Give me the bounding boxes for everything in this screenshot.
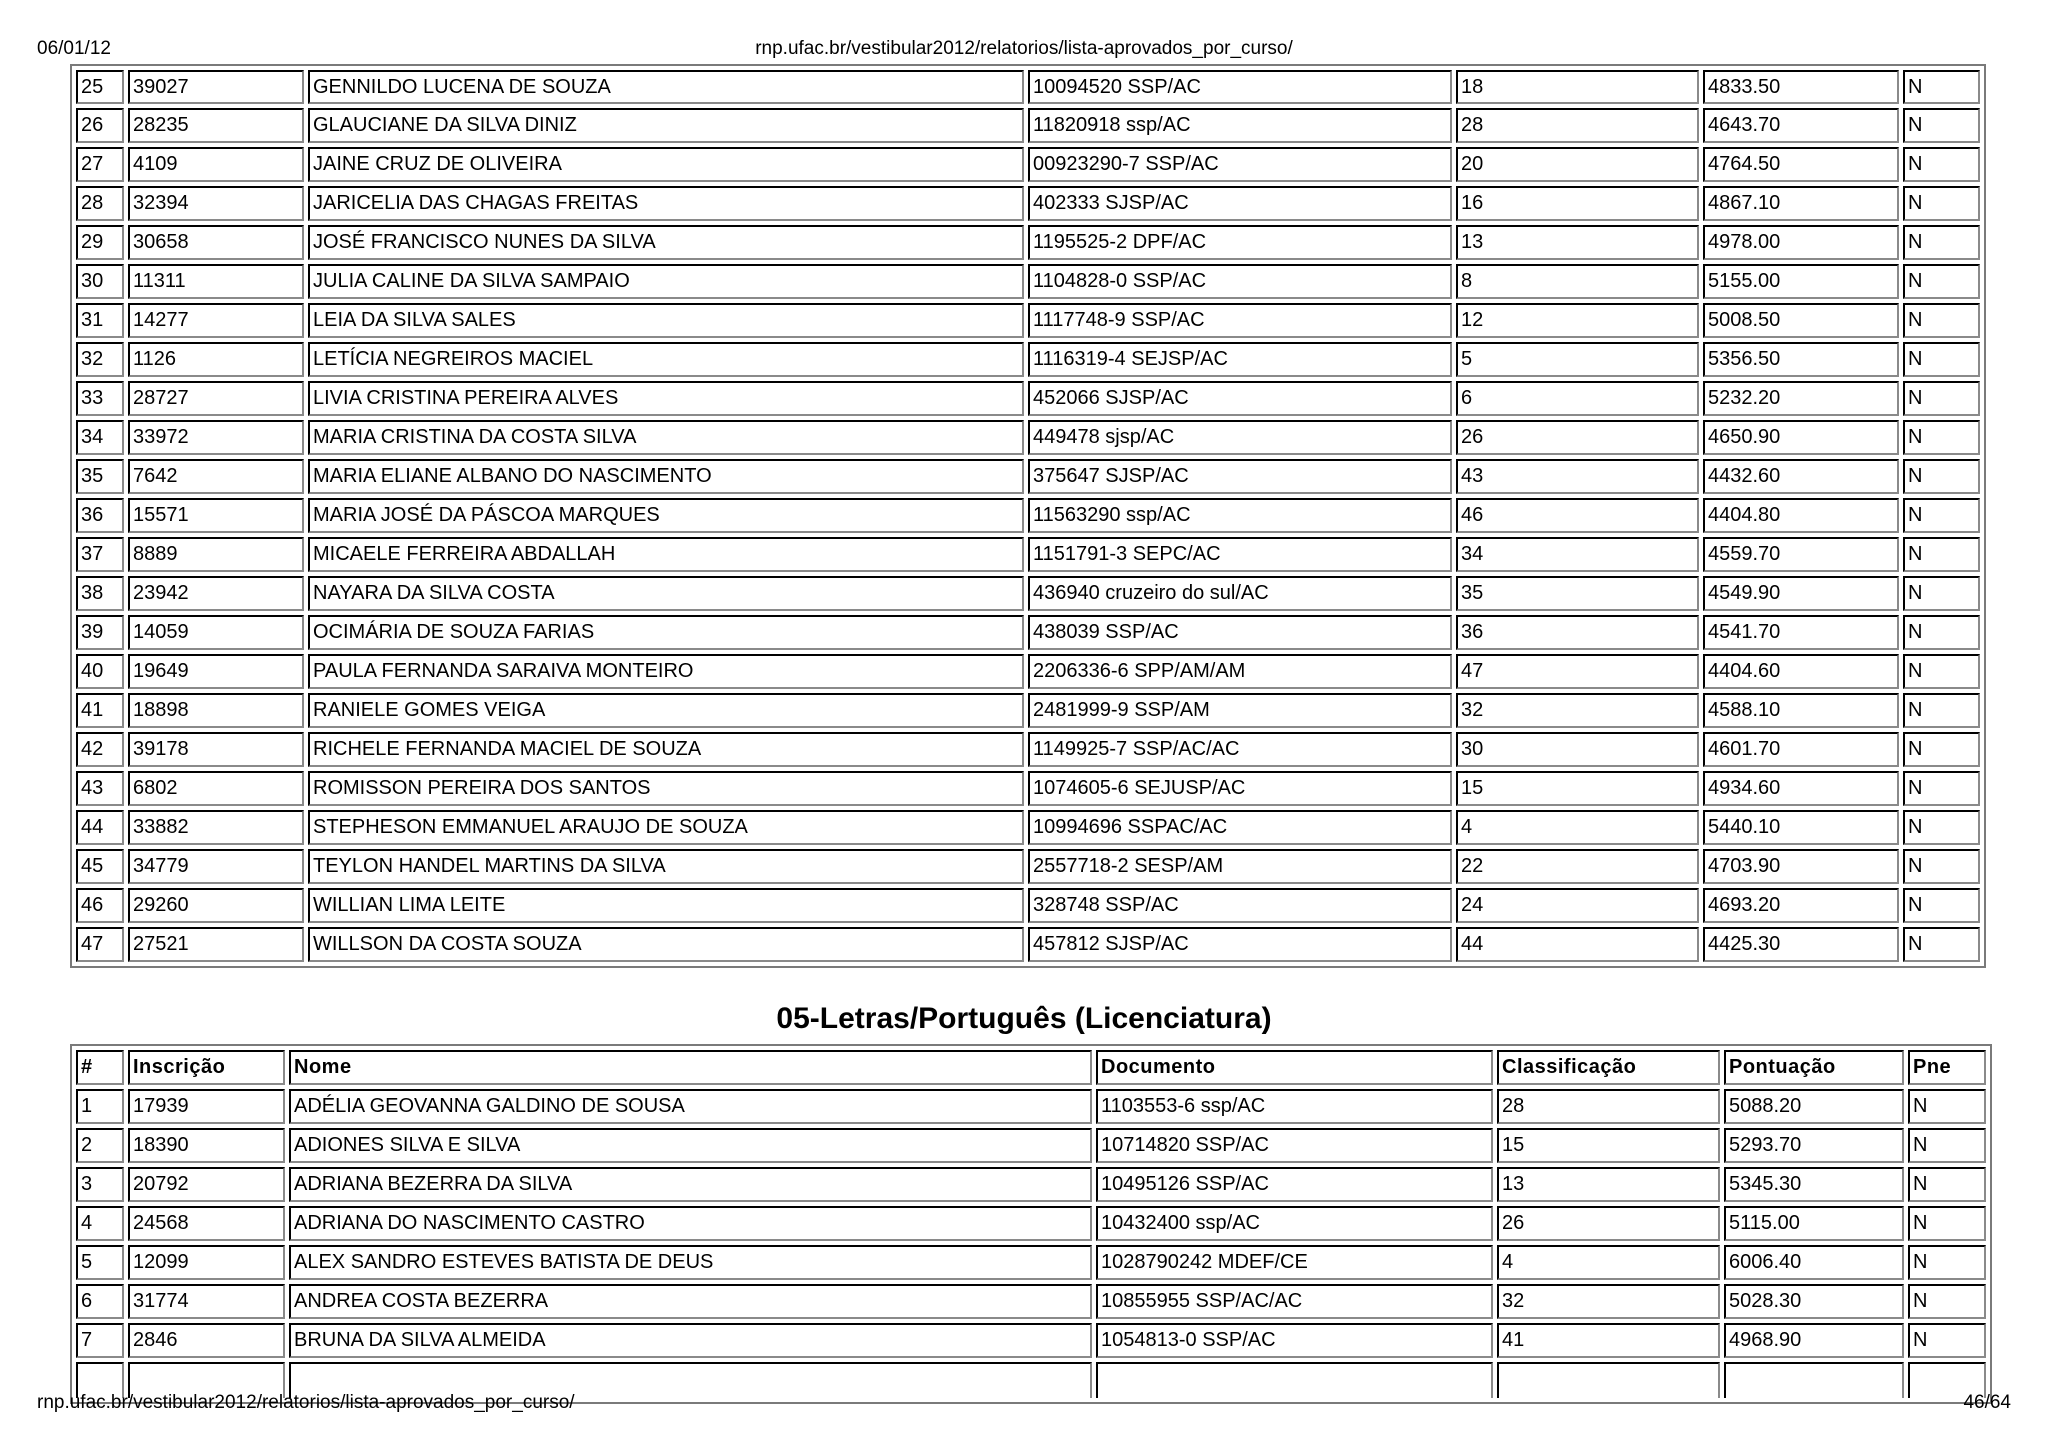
section-title: 05-Letras/Português (Licenciatura)	[776, 1002, 1272, 1035]
cell-nome: LETÍCIA NEGREIROS MACIEL	[308, 342, 1024, 377]
cell-pne: N	[1903, 459, 1980, 494]
cell-documento: 10495126 SSP/AC	[1096, 1167, 1493, 1202]
cell-nome: ROMISSON PEREIRA DOS SANTOS	[308, 771, 1024, 806]
cell-number: 25	[76, 70, 124, 104]
cell-nome: STEPHESON EMMANUEL ARAUJO DE SOUZA	[308, 810, 1024, 845]
cell-pontuacao: 5028.30	[1724, 1284, 1904, 1319]
table-row	[76, 225, 1980, 260]
table-row	[76, 1323, 1986, 1358]
cell-documento: 2557718-2 SESP/AM	[1028, 849, 1452, 884]
cell-documento: 10714820 SSP/AC	[1096, 1128, 1493, 1163]
cell-pontuacao: 5232.20	[1703, 381, 1899, 416]
cell-documento: 11820918 ssp/AC	[1028, 108, 1452, 143]
header-date: 06/01/12	[37, 38, 111, 59]
cell-number: 47	[76, 927, 124, 962]
cell-nome: JARICELIA DAS CHAGAS FREITAS	[308, 186, 1024, 221]
cell-pontuacao: 5008.50	[1703, 303, 1899, 338]
cell-nome: ADRIANA BEZERRA DA SILVA	[289, 1167, 1092, 1202]
cell-inscricao: 39178	[128, 732, 304, 767]
cell-documento: 1149925-7 SSP/AC/AC	[1028, 732, 1452, 767]
table-row	[76, 459, 1980, 494]
cell-inscricao: 15571	[128, 498, 304, 533]
cell-number: 42	[76, 732, 124, 767]
cell-classificacao: 13	[1456, 225, 1699, 260]
cell-pontuacao: 4404.60	[1703, 654, 1899, 689]
cell-inscricao: 17939	[128, 1089, 285, 1124]
cell-pontuacao: 4601.70	[1703, 732, 1899, 767]
cell-number: 45	[76, 849, 124, 884]
cell-classificacao: 30	[1456, 732, 1699, 767]
table-row	[76, 927, 1980, 962]
cell-number: 31	[76, 303, 124, 338]
table-row	[76, 420, 1980, 455]
cell-documento: 10855955 SSP/AC/AC	[1096, 1284, 1493, 1319]
table-row	[76, 1128, 1986, 1163]
cell-documento: 1028790242 MDEF/CE	[1096, 1245, 1493, 1280]
cell-pne: N	[1903, 849, 1980, 884]
table-row	[76, 1245, 1986, 1280]
cell-pne: N	[1903, 70, 1980, 104]
cell-classificacao: 28	[1456, 108, 1699, 143]
cell-documento: 375647 SJSP/AC	[1028, 459, 1452, 494]
cell-number: 27	[76, 147, 124, 182]
cell-documento: 452066 SJSP/AC	[1028, 381, 1452, 416]
cell-number: 28	[76, 186, 124, 221]
cell-classificacao: 5	[1456, 342, 1699, 377]
cell-pne: N	[1903, 381, 1980, 416]
cell-classificacao: 18	[1456, 70, 1699, 104]
cell-classificacao: 13	[1497, 1167, 1720, 1202]
cell-pontuacao: 5115.00	[1724, 1206, 1904, 1241]
cell-pne: N	[1903, 576, 1980, 611]
column-header-documento: Documento	[1096, 1050, 1493, 1085]
cell-pontuacao: 4643.70	[1703, 108, 1899, 143]
cell-inscricao: 6802	[128, 771, 304, 806]
cell-pontuacao: 4833.50	[1703, 70, 1899, 104]
cell-pne: N	[1903, 420, 1980, 455]
cell-documento: 1116319-4 SEJSP/AC	[1028, 342, 1452, 377]
cell-classificacao: 43	[1456, 459, 1699, 494]
cell-documento: 1151791-3 SEPC/AC	[1028, 537, 1452, 572]
cell-pontuacao: 5440.10	[1703, 810, 1899, 845]
cell-number: 40	[76, 654, 124, 689]
cell-nome: LIVIA CRISTINA PEREIRA ALVES	[308, 381, 1024, 416]
cell-pne: N	[1903, 108, 1980, 143]
cell-inscricao: 39027	[128, 70, 304, 104]
cell-classificacao: 46	[1456, 498, 1699, 533]
cell-classificacao: 4	[1456, 810, 1699, 845]
cell-classificacao: 16	[1456, 186, 1699, 221]
cell-number: 39	[76, 615, 124, 650]
cell-nome: OCIMÁRIA DE SOUZA FARIAS	[308, 615, 1024, 650]
table-row	[76, 1206, 1986, 1241]
column-header-inscricao: Inscrição	[128, 1050, 285, 1085]
table-row	[76, 186, 1980, 221]
cell-number: 2	[76, 1128, 124, 1163]
table-row	[76, 1089, 1986, 1124]
cell-pne: N	[1903, 498, 1980, 533]
empty-cell	[1724, 1362, 1904, 1398]
table-row	[76, 147, 1980, 182]
cell-nome: ADRIANA DO NASCIMENTO CASTRO	[289, 1206, 1092, 1241]
cell-pne: N	[1903, 147, 1980, 182]
cell-nome: ANDREA COSTA BEZERRA	[289, 1284, 1092, 1319]
cell-number: 36	[76, 498, 124, 533]
cell-nome: WILLSON DA COSTA SOUZA	[308, 927, 1024, 962]
cell-nome: MARIA JOSÉ DA PÁSCOA MARQUES	[308, 498, 1024, 533]
cell-pontuacao: 4764.50	[1703, 147, 1899, 182]
cell-number: 6	[76, 1284, 124, 1319]
cell-pne: N	[1903, 810, 1980, 845]
cell-nome: TEYLON HANDEL MARTINS DA SILVA	[308, 849, 1024, 884]
cell-inscricao: 30658	[128, 225, 304, 260]
cell-number: 32	[76, 342, 124, 377]
cell-documento: 1103553-6 ssp/AC	[1096, 1089, 1493, 1124]
cell-number: 38	[76, 576, 124, 611]
cell-documento: 2481999-9 SSP/AM	[1028, 693, 1452, 728]
cell-inscricao: 28235	[128, 108, 304, 143]
table-row	[76, 576, 1980, 611]
cell-inscricao: 24568	[128, 1206, 285, 1241]
cell-number: 33	[76, 381, 124, 416]
cell-number: 35	[76, 459, 124, 494]
cell-documento: 00923290-7 SSP/AC	[1028, 147, 1452, 182]
column-header-number: #	[76, 1050, 124, 1085]
empty-cell	[1096, 1362, 1493, 1398]
cell-documento: 436940 cruzeiro do sul/AC	[1028, 576, 1452, 611]
cell-inscricao: 32394	[128, 186, 304, 221]
cell-documento: 402333 SJSP/AC	[1028, 186, 1452, 221]
table-row	[76, 888, 1980, 923]
table-row	[76, 1167, 1986, 1202]
cell-number: 7	[76, 1323, 124, 1358]
cell-documento: 2206336-6 SPP/AM/AM	[1028, 654, 1452, 689]
cell-pne: N	[1908, 1167, 1986, 1202]
cell-pne: N	[1908, 1323, 1986, 1358]
cell-number: 29	[76, 225, 124, 260]
cell-classificacao: 15	[1456, 771, 1699, 806]
cell-classificacao: 15	[1497, 1128, 1720, 1163]
header-url: rnp.ufac.br/vestibular2012/relatorios/lista-aprovados_por_curso/	[755, 38, 1293, 59]
cell-inscricao: 29260	[128, 888, 304, 923]
cell-documento: 10094520 SSP/AC	[1028, 70, 1452, 104]
cell-pontuacao: 4703.90	[1703, 849, 1899, 884]
cell-documento: 328748 SSP/AC	[1028, 888, 1452, 923]
cell-inscricao: 11311	[128, 264, 304, 299]
table-row	[76, 1284, 1986, 1319]
page-number: 46/64	[1963, 1392, 2011, 1413]
cell-classificacao: 32	[1497, 1284, 1720, 1319]
cell-documento: 449478 sjsp/AC	[1028, 420, 1452, 455]
cell-pne: N	[1903, 693, 1980, 728]
empty-cell	[1497, 1362, 1720, 1398]
cell-pontuacao: 6006.40	[1724, 1245, 1904, 1280]
table-row	[76, 537, 1980, 572]
cell-documento: 10432400 ssp/AC	[1096, 1206, 1493, 1241]
cell-number: 43	[76, 771, 124, 806]
cell-classificacao: 34	[1456, 537, 1699, 572]
table-row	[76, 303, 1980, 338]
table-row	[76, 615, 1980, 650]
cell-classificacao: 36	[1456, 615, 1699, 650]
table-row	[76, 342, 1980, 377]
cell-pontuacao: 4968.90	[1724, 1323, 1904, 1358]
column-header-nome: Nome	[289, 1050, 1092, 1085]
cell-number: 41	[76, 693, 124, 728]
cell-classificacao: 44	[1456, 927, 1699, 962]
cell-pontuacao: 4425.30	[1703, 927, 1899, 962]
cell-classificacao: 6	[1456, 381, 1699, 416]
cell-classificacao: 47	[1456, 654, 1699, 689]
cell-inscricao: 20792	[128, 1167, 285, 1202]
cell-classificacao: 26	[1456, 420, 1699, 455]
cell-classificacao: 28	[1497, 1089, 1720, 1124]
cell-pne: N	[1903, 537, 1980, 572]
cell-inscricao: 2846	[128, 1323, 285, 1358]
cell-pontuacao: 5356.50	[1703, 342, 1899, 377]
cell-pontuacao: 4559.70	[1703, 537, 1899, 572]
cell-documento: 1195525-2 DPF/AC	[1028, 225, 1452, 260]
cell-pontuacao: 4693.20	[1703, 888, 1899, 923]
cell-nome: ADÉLIA GEOVANNA GALDINO DE SOUSA	[289, 1089, 1092, 1124]
cell-pontuacao: 4432.60	[1703, 459, 1899, 494]
cell-inscricao: 1126	[128, 342, 304, 377]
cell-pne: N	[1908, 1284, 1986, 1319]
cell-number: 4	[76, 1206, 124, 1241]
cell-nome: GENNILDO LUCENA DE SOUZA	[308, 70, 1024, 104]
cell-pne: N	[1908, 1245, 1986, 1280]
column-header-pontuacao: Pontuação	[1724, 1050, 1904, 1085]
column-header-classificacao: Classificação	[1497, 1050, 1720, 1085]
table-row	[76, 70, 1980, 104]
cell-number: 37	[76, 537, 124, 572]
cell-pne: N	[1903, 225, 1980, 260]
cell-documento: 1074605-6 SEJUSP/AC	[1028, 771, 1452, 806]
table-row	[76, 732, 1980, 767]
approved-list-table-letras-portugues	[70, 1044, 1992, 1404]
cell-nome: JULIA CALINE DA SILVA SAMPAIO	[308, 264, 1024, 299]
cell-inscricao: 12099	[128, 1245, 285, 1280]
cell-number: 5	[76, 1245, 124, 1280]
cell-pne: N	[1903, 888, 1980, 923]
cell-pontuacao: 5293.70	[1724, 1128, 1904, 1163]
cell-pontuacao: 4650.90	[1703, 420, 1899, 455]
cell-classificacao: 26	[1497, 1206, 1720, 1241]
cell-nome: JAINE CRUZ DE OLIVEIRA	[308, 147, 1024, 182]
cell-inscricao: 18898	[128, 693, 304, 728]
cell-inscricao: 7642	[128, 459, 304, 494]
cell-inscricao: 18390	[128, 1128, 285, 1163]
cell-inscricao: 14059	[128, 615, 304, 650]
cell-pne: N	[1903, 342, 1980, 377]
cell-nome: ADIONES SILVA E SILVA	[289, 1128, 1092, 1163]
cell-inscricao: 31774	[128, 1284, 285, 1319]
cell-number: 44	[76, 810, 124, 845]
cell-pne: N	[1903, 186, 1980, 221]
cell-nome: MARIA CRISTINA DA COSTA SILVA	[308, 420, 1024, 455]
cell-nome: MICAELE FERREIRA ABDALLAH	[308, 537, 1024, 572]
column-header-pne: Pne	[1908, 1050, 1986, 1085]
cell-number: 3	[76, 1167, 124, 1202]
footer-url: rnp.ufac.br/vestibular2012/relatorios/lista-aprovados_por_curso/	[37, 1392, 575, 1413]
cell-pontuacao: 4588.10	[1703, 693, 1899, 728]
cell-classificacao: 12	[1456, 303, 1699, 338]
table-row	[76, 771, 1980, 806]
cell-classificacao: 8	[1456, 264, 1699, 299]
cell-pontuacao: 4867.10	[1703, 186, 1899, 221]
cell-documento: 1117748-9 SSP/AC	[1028, 303, 1452, 338]
cell-number: 34	[76, 420, 124, 455]
table-row	[76, 693, 1980, 728]
cell-documento: 11563290 ssp/AC	[1028, 498, 1452, 533]
cell-pontuacao: 5345.30	[1724, 1167, 1904, 1202]
cell-pne: N	[1908, 1206, 1986, 1241]
cell-classificacao: 35	[1456, 576, 1699, 611]
cell-nome: WILLIAN LIMA LEITE	[308, 888, 1024, 923]
cell-pne: N	[1908, 1089, 1986, 1124]
table-row	[76, 264, 1980, 299]
cell-classificacao: 22	[1456, 849, 1699, 884]
cell-classificacao: 24	[1456, 888, 1699, 923]
table-row	[76, 810, 1980, 845]
cell-nome: ALEX SANDRO ESTEVES BATISTA DE DEUS	[289, 1245, 1092, 1280]
table-row	[76, 654, 1980, 689]
cell-inscricao: 34779	[128, 849, 304, 884]
cell-documento: 10994696 SSPAC/AC	[1028, 810, 1452, 845]
cell-classificacao: 41	[1497, 1323, 1720, 1358]
cell-nome: MARIA ELIANE ALBANO DO NASCIMENTO	[308, 459, 1024, 494]
cell-nome: NAYARA DA SILVA COSTA	[308, 576, 1024, 611]
approved-list-table-continued	[70, 64, 1986, 968]
cell-documento: 1054813-0 SSP/AC	[1096, 1323, 1493, 1358]
cell-inscricao: 23942	[128, 576, 304, 611]
cell-documento: 438039 SSP/AC	[1028, 615, 1452, 650]
cell-pne: N	[1903, 303, 1980, 338]
cell-nome: GLAUCIANE DA SILVA DINIZ	[308, 108, 1024, 143]
cell-pontuacao: 4978.00	[1703, 225, 1899, 260]
cell-pontuacao: 5088.20	[1724, 1089, 1904, 1124]
table-row	[76, 108, 1980, 143]
table-header-row	[76, 1050, 1986, 1085]
cell-number: 30	[76, 264, 124, 299]
cell-pne: N	[1903, 732, 1980, 767]
cell-classificacao: 32	[1456, 693, 1699, 728]
cell-nome: RICHELE FERNANDA MACIEL DE SOUZA	[308, 732, 1024, 767]
cell-nome: LEIA DA SILVA SALES	[308, 303, 1024, 338]
cell-inscricao: 33972	[128, 420, 304, 455]
cell-inscricao: 4109	[128, 147, 304, 182]
cell-nome: JOSÉ FRANCISCO NUNES DA SILVA	[308, 225, 1024, 260]
cell-pne: N	[1903, 615, 1980, 650]
table-row	[76, 498, 1980, 533]
cell-pne: N	[1908, 1128, 1986, 1163]
cell-inscricao: 28727	[128, 381, 304, 416]
cell-pne: N	[1903, 771, 1980, 806]
cell-inscricao: 33882	[128, 810, 304, 845]
cell-classificacao: 20	[1456, 147, 1699, 182]
cell-inscricao: 19649	[128, 654, 304, 689]
cell-documento: 1104828-0 SSP/AC	[1028, 264, 1452, 299]
cell-classificacao: 4	[1497, 1245, 1720, 1280]
cell-pontuacao: 4404.80	[1703, 498, 1899, 533]
cell-number: 46	[76, 888, 124, 923]
cell-number: 1	[76, 1089, 124, 1124]
cell-pne: N	[1903, 264, 1980, 299]
table-row	[76, 849, 1980, 884]
table-row	[76, 381, 1980, 416]
cell-inscricao: 14277	[128, 303, 304, 338]
cell-number: 26	[76, 108, 124, 143]
cell-pontuacao: 4934.60	[1703, 771, 1899, 806]
cell-pontuacao: 4549.90	[1703, 576, 1899, 611]
cell-documento: 457812 SJSP/AC	[1028, 927, 1452, 962]
cell-inscricao: 8889	[128, 537, 304, 572]
cell-nome: RANIELE GOMES VEIGA	[308, 693, 1024, 728]
cell-nome: BRUNA DA SILVA ALMEIDA	[289, 1323, 1092, 1358]
cell-pontuacao: 4541.70	[1703, 615, 1899, 650]
cell-pne: N	[1903, 927, 1980, 962]
cell-pontuacao: 5155.00	[1703, 264, 1899, 299]
cell-inscricao: 27521	[128, 927, 304, 962]
cell-nome: PAULA FERNANDA SARAIVA MONTEIRO	[308, 654, 1024, 689]
cell-pne: N	[1903, 654, 1980, 689]
